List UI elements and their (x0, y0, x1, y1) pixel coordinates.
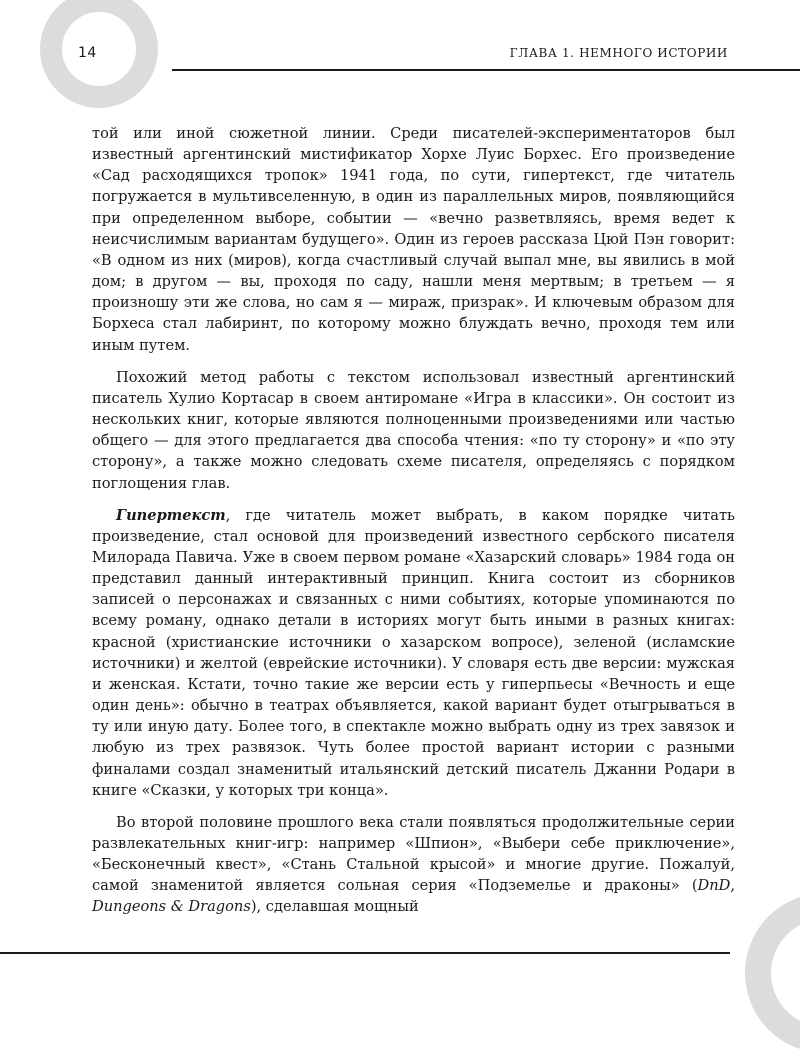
paragraph-3-text: , где читатель может выбрать, в каком порядке читать произведение, стал основой для произведений известного сербского писателя Милорада Павича. Уже в своем первом романе «Хазарский словарь» 1984 года он представил данный интерактивный принцип. Книга состоит из сборников записей о персонажах и связанных с ними событиях, которые упоминаются по всему роману, однако детали в историях могут быть иными в разных книгах: красной (христианские источники о хазарском вопросе), зеленой (исламские источники) и желтой (еврейские источники). У словаря есть две версии: мужская и женская. Кстати, точно такие же версии есть у гиперпьесы «Вечность и еще один день»: обычно в театрах объявляется, какой вариант будет отыгрываться в ту или иную дату. Более того, в спектакле можно выбрать одну из трех завязок и любую из трех развязок. Чуть более простой вариант истории с разными финалами создал знаменитый итальянский детский писатель Джанни Родари в книге «Сказки, у которых три конца». (92, 506, 735, 799)
paragraph-1: той или иной сюжетной линии. Среди писателей-экспериментаторов был известный аргентинский мистификатор Хорхе Луис Борхес. Его произведение «Сад расходящихся тропок» 1941 года, по сути, гипертекст, где читатель погружается в мультивселенную, в один из параллельных миров, появляющийся при определенном выборе, событии — «вечно разветвляясь, время ведет к неисчислимым вариантам будущего». Один из героев рассказа Цюй Пэн говорит: «В одном из них (миров), когда счастливый случай выпал мне, вы явились в мой дом; в другом — вы, проходя по саду, нашли меня мертвым; в третьем — я произношу эти же слова, но сам я — мираж, призрак». И ключевым образом для Борхеса стал лабиринт, по которому можно блуждать вечно, проходя тем или иным путем. (92, 125, 735, 354)
italic-dnd: DnD (697, 877, 731, 895)
italic-dungeons-dragons: Dungeons & Dragons (92, 898, 251, 916)
paragraph-4-text-after: ), сделавшая мощный (250, 898, 419, 916)
header-rule (172, 69, 800, 71)
decorative-ring-top (40, 0, 158, 108)
paragraph-4-text-before: Во второй половине прошлого века стали появляться продолжительные серии развлекательных книг-игр: например «Шпион», «Выбери себе приключение», «Бесконечный квест», «Стань Стальной крысой» и многие другие. Пожалуй, самой знаменитой является сольная серия «Подземелье и драконы» ( (92, 813, 735, 895)
term-hypertext: Гипертекст (116, 506, 226, 524)
running-head: ГЛАВА 1. НЕМНОГО ИСТОРИИ (509, 46, 728, 60)
paragraph-2: Похожий метод работы с текстом использовал известный аргентинский писатель Хулио Кортасар в своем антиромане «Игра в классики». Он состоит из нескольких книг, которые являются полноценными произведениями или частью общего — для этого предлагается два способа чтения: «по ту сторону» и «по эту сторону», а также можно следовать схеме писателя, определяясь с порядком поглощения глав. (92, 368, 735, 492)
page-number: 14 (78, 45, 97, 61)
footer-rule (0, 952, 730, 954)
decorative-ring-bottom (745, 893, 800, 1053)
paragraph-4-separator: , (730, 877, 735, 895)
body-text (92, 123, 735, 929)
paragraph-4 (92, 812, 735, 918)
paragraph-3 (92, 505, 735, 801)
